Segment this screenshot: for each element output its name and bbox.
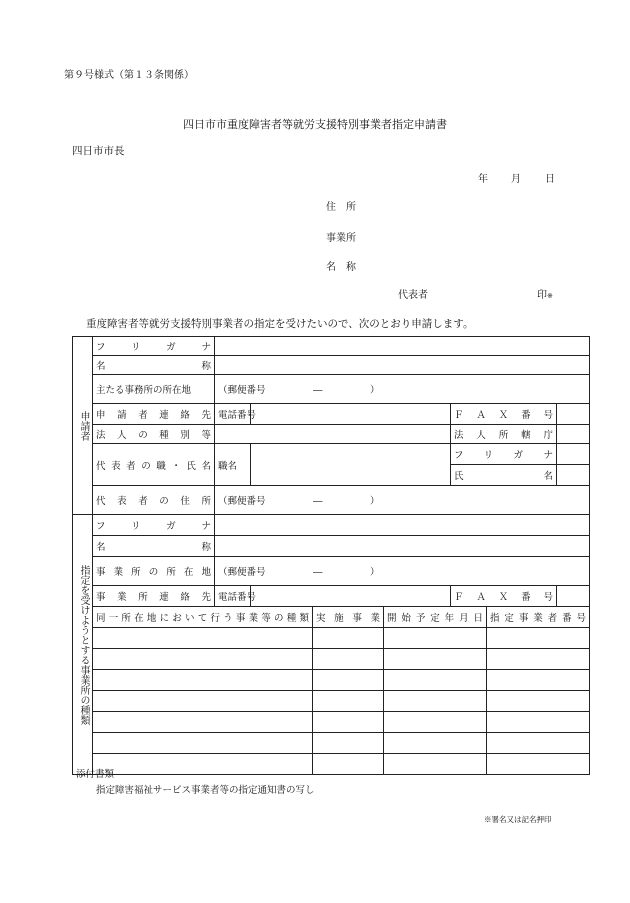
main-office-address-label: 主たる事務所の所在地: [93, 375, 215, 404]
table-row: [73, 691, 590, 712]
representative-label: 代表者: [398, 290, 428, 301]
rep-furigana-field[interactable]: [557, 444, 590, 465]
attachment-item: 指定障害福祉サービス事業者等の指定通知書の写し: [96, 785, 315, 796]
designated-number-cell[interactable]: [487, 754, 590, 775]
name-field[interactable]: [215, 356, 590, 375]
table-row: [73, 712, 590, 733]
jurisdiction-field[interactable]: [557, 425, 590, 444]
furigana-field[interactable]: [215, 337, 590, 356]
rep-address-label: 代表者の住所: [93, 486, 215, 515]
designated-number-cell[interactable]: [487, 649, 590, 670]
application-form-table: [72, 336, 590, 775]
office-phone-field[interactable]: [251, 586, 451, 607]
phone-label: 電話番号: [215, 404, 251, 425]
date-year-label: 年: [478, 174, 488, 185]
office-name-field[interactable]: [215, 536, 590, 557]
fax-label: ＦＡＸ番号: [451, 404, 557, 425]
business-type-cell[interactable]: [93, 691, 313, 712]
intro-text: 重度障害者等就労支援特別事業者の指定を受けたいので、次のとおり申請します。: [86, 318, 474, 330]
designated-number-cell[interactable]: [487, 733, 590, 754]
business-type-cell[interactable]: [93, 754, 313, 775]
applicant-address-label: 住 所: [326, 202, 356, 213]
business-type-cell[interactable]: [93, 670, 313, 691]
designated-number-cell[interactable]: [487, 670, 590, 691]
table-row: [73, 733, 590, 754]
applicant-side-label: 申請者: [73, 337, 93, 515]
rep-position-name-label: 代表者の職・氏名: [93, 444, 215, 486]
rep-name-field[interactable]: [557, 465, 590, 486]
rep-furigana-label: フリガナ: [451, 444, 557, 465]
office-fax-label: ＦＡＸ番号: [451, 586, 557, 607]
main-office-address-field[interactable]: [215, 375, 590, 404]
facility-side-label: 指定を受けようとする事業所の種類: [73, 515, 93, 775]
implementation-cell[interactable]: [313, 691, 384, 712]
office-fax-field[interactable]: [557, 586, 590, 607]
start-date-cell[interactable]: [384, 691, 487, 712]
document-title: 四日市市重度障害者等就労支援特別事業者指定申請書: [183, 118, 447, 131]
fax-field[interactable]: [557, 404, 590, 425]
jurisdiction-label: 法人所轄庁: [451, 425, 557, 444]
office-furigana-label: フリガナ: [93, 515, 215, 536]
office-phone-label: 電話番号: [215, 586, 251, 607]
seal-mark-text: 印: [537, 290, 547, 301]
start-date-cell[interactable]: [384, 628, 487, 649]
form-number: 第９号様式（第１３条関係）: [64, 70, 194, 81]
position-label: 職名: [215, 444, 251, 486]
implementation-header: 実施事業: [313, 607, 384, 628]
implementation-cell[interactable]: [313, 670, 384, 691]
rep-name-label: 氏名: [451, 465, 557, 486]
rep-address-field[interactable]: [215, 486, 590, 515]
table-row: [73, 670, 590, 691]
implementation-cell[interactable]: [313, 628, 384, 649]
implementation-cell[interactable]: [313, 733, 384, 754]
seal-note-mark: ※: [547, 292, 553, 300]
designated-number-header: 指定事業者番号: [487, 607, 590, 628]
seal-mark: [537, 286, 553, 301]
signature-footnote: ※署名又は記名押印: [484, 815, 552, 824]
table-row: [73, 628, 590, 649]
designated-number-cell[interactable]: [487, 712, 590, 733]
implementation-cell[interactable]: [313, 649, 384, 670]
business-type-header: 同一所在地において行う事業等の種類: [93, 607, 313, 628]
business-type-cell[interactable]: [93, 733, 313, 754]
table-row: [73, 754, 590, 775]
designated-number-cell[interactable]: [487, 628, 590, 649]
office-address-label: 事業所の所在地: [93, 557, 215, 586]
applicant-name-label: 名 称: [326, 262, 356, 273]
table-row: [73, 649, 590, 670]
date-day-label: 日: [545, 174, 555, 185]
business-type-cell[interactable]: [93, 649, 313, 670]
office-postal-code-label: （郵便番号 ― ）: [218, 567, 380, 578]
date-month-label: 月: [511, 174, 521, 185]
implementation-cell[interactable]: [313, 712, 384, 733]
furigana-label: フリガナ: [93, 337, 215, 356]
office-contact-label: 事業所連絡先: [93, 586, 215, 607]
phone-field[interactable]: [251, 404, 451, 425]
position-field[interactable]: [251, 444, 451, 486]
office-address-field[interactable]: [215, 557, 590, 586]
name-label: 名称: [93, 356, 215, 375]
implementation-cell[interactable]: [313, 754, 384, 775]
office-name-label: 名称: [93, 536, 215, 557]
business-type-cell[interactable]: [93, 628, 313, 649]
attachments-heading: 添付書類: [76, 769, 115, 780]
postal-code-label: （郵便番号 ― ）: [218, 385, 380, 396]
addressee: 四日市市長: [72, 145, 125, 157]
start-date-cell[interactable]: [384, 670, 487, 691]
start-date-cell[interactable]: [384, 754, 487, 775]
corp-type-field[interactable]: [215, 425, 451, 444]
office-furigana-field[interactable]: [215, 515, 590, 536]
designated-number-cell[interactable]: [487, 691, 590, 712]
applicant-contact-label: 申請者連絡先: [93, 404, 215, 425]
applicant-office-label: 事業所: [326, 233, 356, 244]
start-date-header: 開始予定年月日: [384, 607, 487, 628]
start-date-cell[interactable]: [384, 733, 487, 754]
start-date-cell[interactable]: [384, 712, 487, 733]
corp-type-label: 法人の種別等: [93, 425, 215, 444]
business-type-cell[interactable]: [93, 712, 313, 733]
rep-postal-code-label: （郵便番号 ― ）: [218, 496, 380, 507]
start-date-cell[interactable]: [384, 649, 487, 670]
